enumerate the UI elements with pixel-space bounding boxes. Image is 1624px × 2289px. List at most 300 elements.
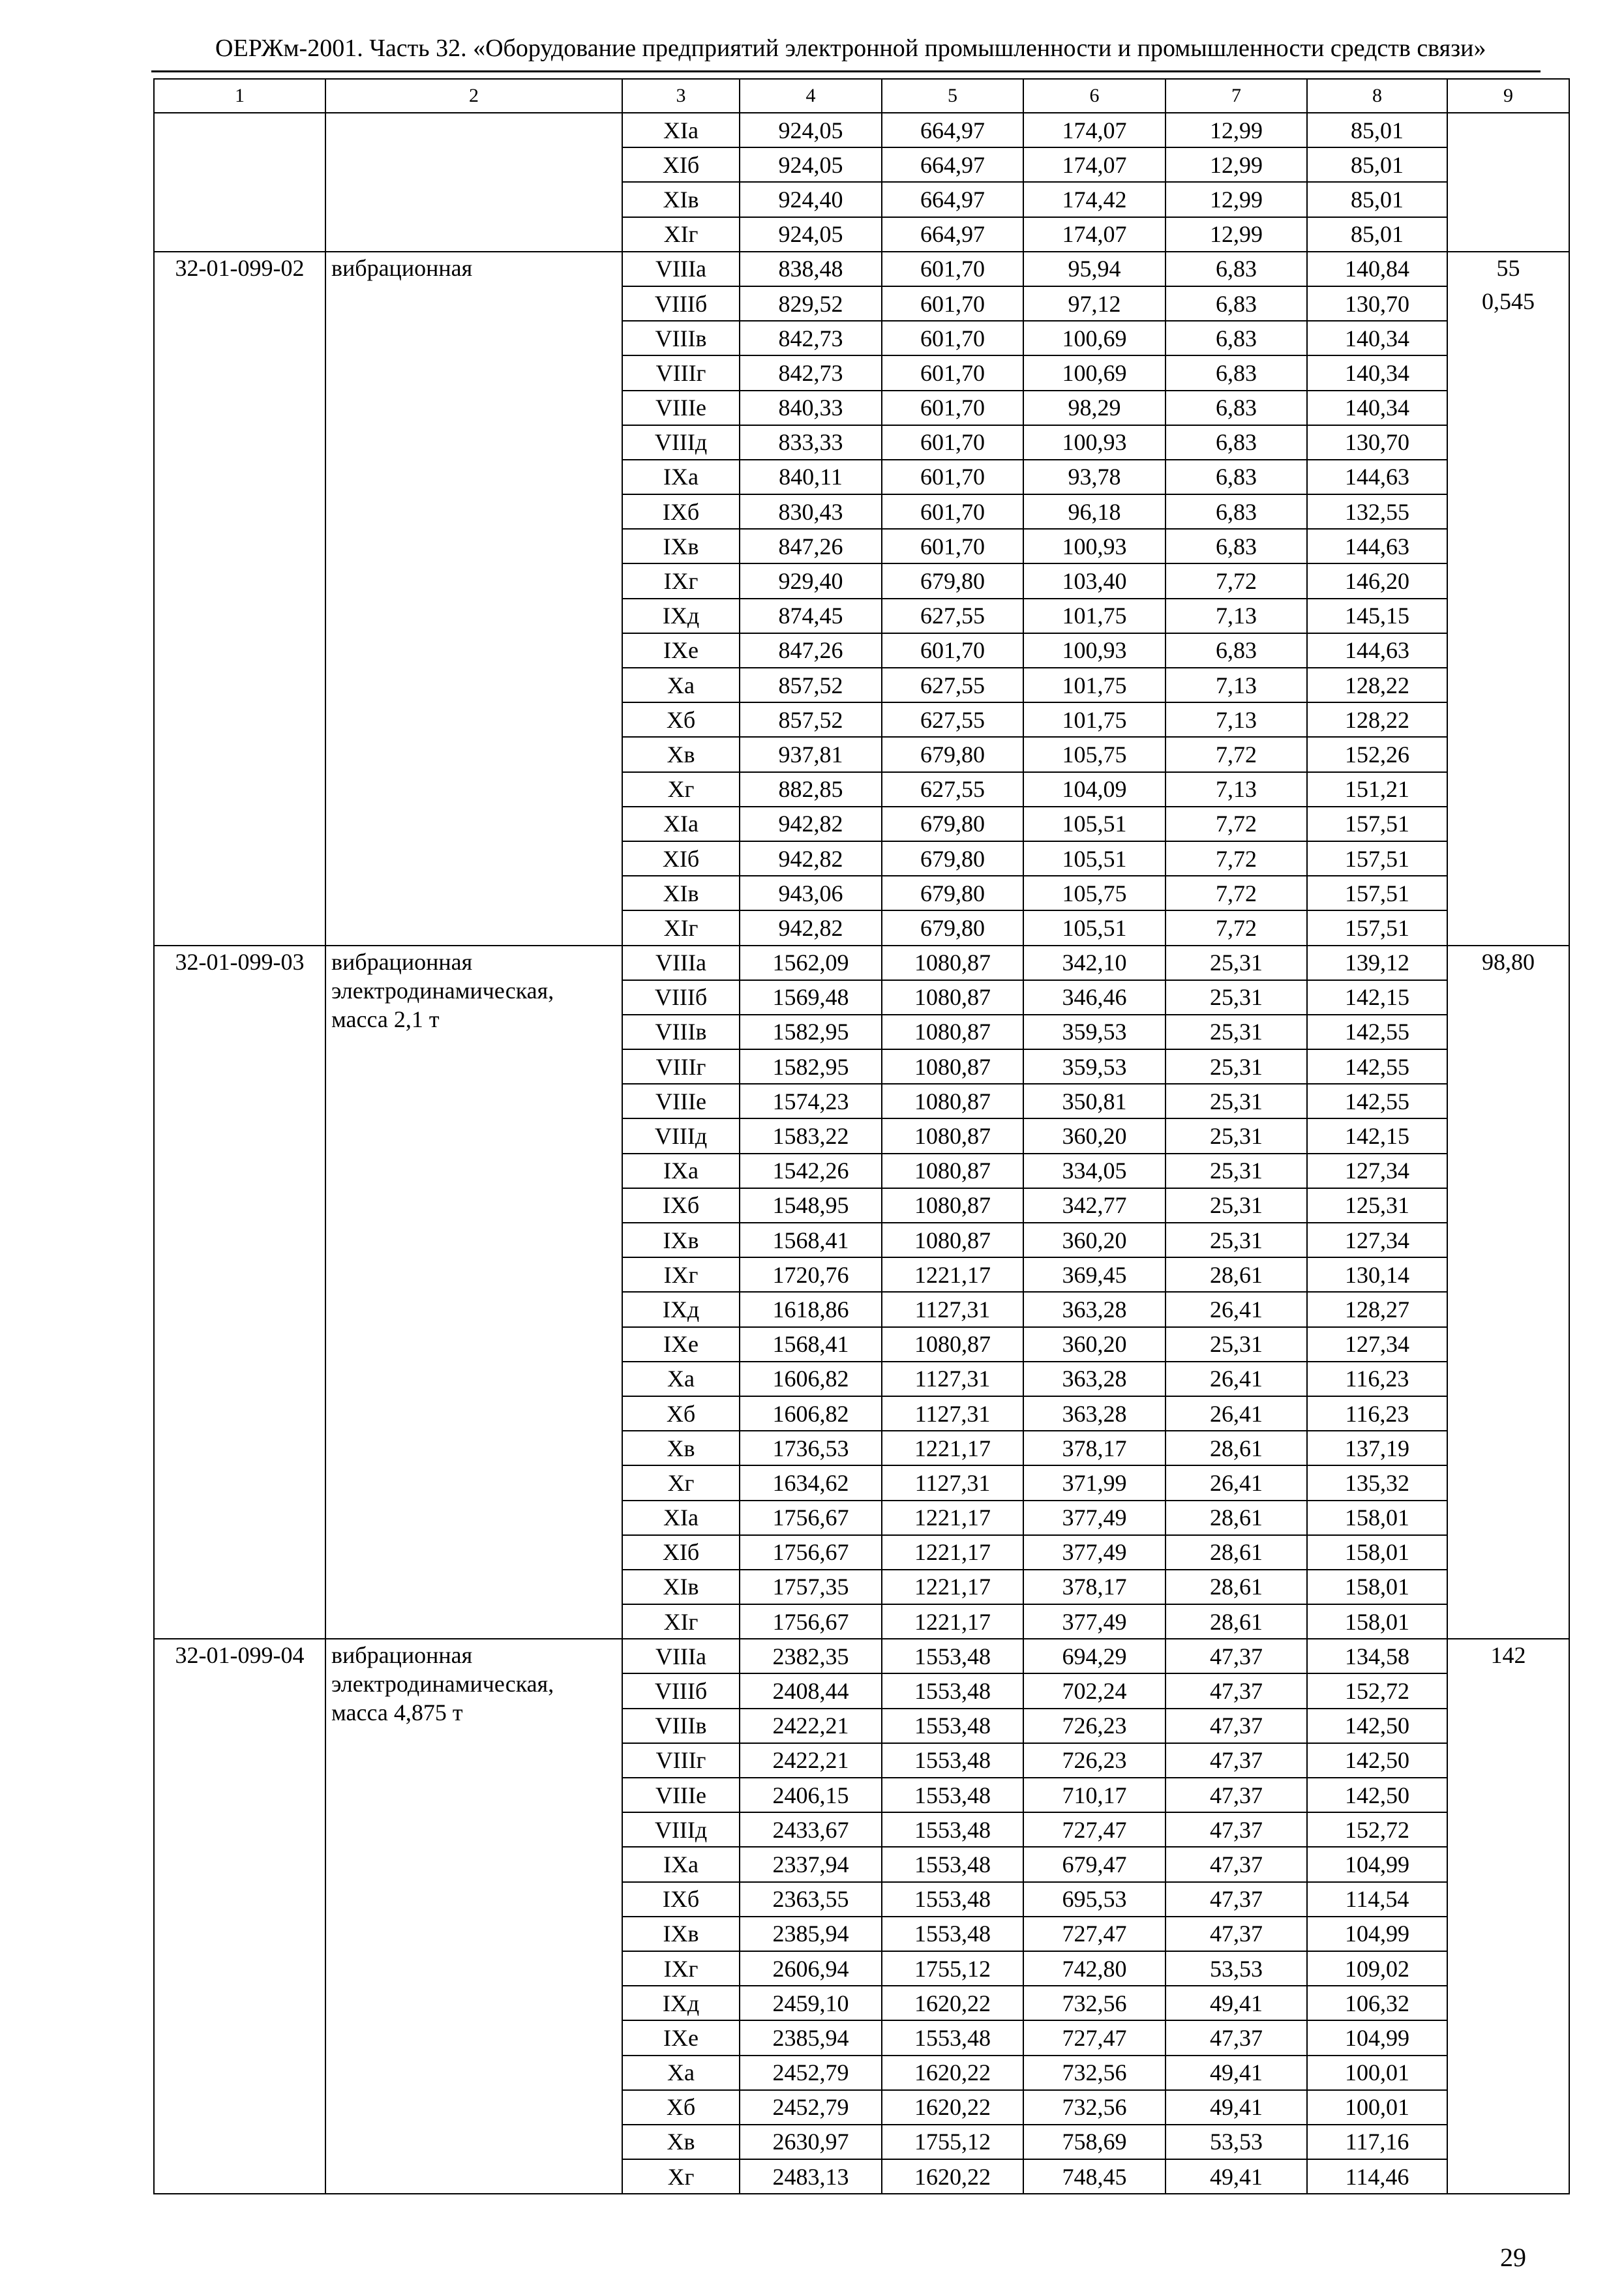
value-cell: 1553,48	[882, 1882, 1023, 1917]
value-cell: 758,69	[1023, 2125, 1165, 2159]
value-cell: 47,37	[1165, 1639, 1307, 1673]
category-cell: IXа	[622, 1154, 740, 1188]
value-cell: 95,94	[1023, 252, 1165, 286]
value-cell: 1553,48	[882, 2020, 1023, 2055]
column-9-value: 98,80	[1482, 948, 1535, 975]
value-cell: 857,52	[740, 668, 882, 702]
value-cell: 47,37	[1165, 1778, 1307, 1812]
category-cell: IXд	[622, 1986, 740, 2020]
rate-code-cell	[154, 113, 325, 252]
value-cell: 157,51	[1307, 876, 1447, 910]
value-cell: 104,99	[1307, 1917, 1447, 1951]
value-cell: 174,07	[1023, 147, 1165, 182]
equipment-name-cell: вибрационная	[325, 252, 622, 946]
value-cell: 157,51	[1307, 910, 1447, 945]
value-cell: 25,31	[1165, 1188, 1307, 1223]
value-cell: 363,28	[1023, 1362, 1165, 1396]
value-cell: 2483,13	[740, 2159, 882, 2194]
value-cell: 25,31	[1165, 980, 1307, 1015]
value-cell: 1634,62	[740, 1465, 882, 1500]
value-cell: 1620,22	[882, 2090, 1023, 2125]
value-cell: 842,73	[740, 355, 882, 390]
value-cell: 1755,12	[882, 1951, 1023, 1986]
value-cell: 130,70	[1307, 286, 1447, 321]
page-number: 29	[1500, 2243, 1526, 2272]
column-9-cell	[1447, 252, 1569, 946]
value-cell: 1553,48	[882, 1778, 1023, 1812]
value-cell: 371,99	[1023, 1465, 1165, 1500]
value-cell: 47,37	[1165, 1743, 1307, 1778]
value-cell: 601,70	[882, 286, 1023, 321]
column-header: 4	[740, 79, 882, 113]
value-cell: 152,72	[1307, 1812, 1447, 1847]
value-cell: 942,82	[740, 807, 882, 841]
value-cell: 359,53	[1023, 1015, 1165, 1049]
value-cell: 601,70	[882, 425, 1023, 460]
value-cell: 128,22	[1307, 702, 1447, 737]
column-header: 8	[1307, 79, 1447, 113]
value-cell: 874,45	[740, 599, 882, 633]
value-cell: 105,51	[1023, 841, 1165, 876]
column-header-row	[154, 79, 1569, 113]
value-cell: 12,99	[1165, 182, 1307, 217]
category-cell: XIг	[622, 1604, 740, 1639]
value-cell: 726,23	[1023, 1709, 1165, 1743]
column-header: 2	[325, 79, 622, 113]
value-cell: 142,50	[1307, 1709, 1447, 1743]
value-cell: 128,22	[1307, 668, 1447, 702]
value-cell: 838,48	[740, 252, 882, 286]
value-cell: 116,23	[1307, 1396, 1447, 1431]
value-cell: 7,13	[1165, 772, 1307, 807]
table-row	[154, 1639, 1569, 1673]
value-cell: 924,05	[740, 217, 882, 252]
value-cell: 114,46	[1307, 2159, 1447, 2194]
value-cell: 130,14	[1307, 1257, 1447, 1292]
value-cell: 664,97	[882, 182, 1023, 217]
value-cell: 25,31	[1165, 1049, 1307, 1084]
value-cell: 127,34	[1307, 1154, 1447, 1188]
value-cell: 127,34	[1307, 1223, 1447, 1257]
value-cell: 679,80	[882, 841, 1023, 876]
value-cell: 25,31	[1165, 946, 1307, 980]
column-9-cell	[1447, 113, 1569, 252]
rate-code-cell: 32-01-099-03	[154, 946, 325, 1639]
value-cell: 695,53	[1023, 1882, 1165, 1917]
value-cell: 25,31	[1165, 1015, 1307, 1049]
value-cell: 101,75	[1023, 599, 1165, 633]
category-cell: VIIIа	[622, 946, 740, 980]
value-cell: 833,33	[740, 425, 882, 460]
value-cell: 1553,48	[882, 1743, 1023, 1778]
value-cell: 49,41	[1165, 2056, 1307, 2090]
value-cell: 6,83	[1165, 494, 1307, 529]
value-cell: 28,61	[1165, 1257, 1307, 1292]
value-cell: 140,34	[1307, 321, 1447, 355]
value-cell: 924,05	[740, 113, 882, 147]
value-cell: 1756,67	[740, 1501, 882, 1535]
value-cell: 140,84	[1307, 252, 1447, 286]
value-cell: 100,69	[1023, 321, 1165, 355]
value-cell: 12,99	[1165, 147, 1307, 182]
category-cell: VIIIб	[622, 286, 740, 321]
value-cell: 7,72	[1165, 807, 1307, 841]
value-cell: 1221,17	[882, 1501, 1023, 1535]
category-cell: VIIIе	[622, 1084, 740, 1118]
value-cell: 664,97	[882, 217, 1023, 252]
value-cell: 134,58	[1307, 1639, 1447, 1673]
column-header: 6	[1023, 79, 1165, 113]
value-cell: 142,15	[1307, 980, 1447, 1015]
value-cell: 2422,21	[740, 1709, 882, 1743]
table-body	[154, 79, 1569, 2194]
category-cell: VIIIа	[622, 1639, 740, 1673]
value-cell: 1606,82	[740, 1362, 882, 1396]
value-cell: 929,40	[740, 563, 882, 598]
column-header: 3	[622, 79, 740, 113]
value-cell: 139,12	[1307, 946, 1447, 980]
value-cell: 1553,48	[882, 1847, 1023, 1881]
category-cell: IXа	[622, 1847, 740, 1881]
value-cell: 116,23	[1307, 1362, 1447, 1396]
value-cell: 140,34	[1307, 391, 1447, 425]
category-cell: VIIIб	[622, 1673, 740, 1708]
column-9-value: 55	[1496, 254, 1520, 281]
value-cell: 47,37	[1165, 1917, 1307, 1951]
value-cell: 47,37	[1165, 1812, 1307, 1847]
value-cell: 377,49	[1023, 1501, 1165, 1535]
category-cell: VIIIд	[622, 425, 740, 460]
value-cell: 7,13	[1165, 668, 1307, 702]
value-cell: 937,81	[740, 737, 882, 771]
value-cell: 105,51	[1023, 910, 1165, 945]
value-cell: 100,93	[1023, 529, 1165, 563]
value-cell: 130,70	[1307, 425, 1447, 460]
value-cell: 6,83	[1165, 391, 1307, 425]
value-cell: 142,55	[1307, 1015, 1447, 1049]
category-cell: XIа	[622, 807, 740, 841]
value-cell: 105,51	[1023, 807, 1165, 841]
value-cell: 100,01	[1307, 2090, 1447, 2125]
value-cell: 943,06	[740, 876, 882, 910]
value-cell: 727,47	[1023, 2020, 1165, 2055]
value-cell: 114,54	[1307, 1882, 1447, 1917]
value-cell: 6,83	[1165, 355, 1307, 390]
value-cell: 6,83	[1165, 321, 1307, 355]
value-cell: 47,37	[1165, 1882, 1307, 1917]
value-cell: 1080,87	[882, 1049, 1023, 1084]
value-cell: 2363,55	[740, 1882, 882, 1917]
category-cell: VIIIг	[622, 1049, 740, 1084]
category-cell: Xв	[622, 1431, 740, 1465]
value-cell: 2406,15	[740, 1778, 882, 1812]
value-cell: 664,97	[882, 113, 1023, 147]
value-cell: 93,78	[1023, 460, 1165, 494]
value-cell: 152,26	[1307, 737, 1447, 771]
value-cell: 174,07	[1023, 113, 1165, 147]
value-cell: 1756,67	[740, 1604, 882, 1639]
table-row	[154, 252, 1569, 286]
value-cell: 25,31	[1165, 1327, 1307, 1362]
value-cell: 334,05	[1023, 1154, 1165, 1188]
category-cell: IXг	[622, 563, 740, 598]
value-cell: 1553,48	[882, 1812, 1023, 1847]
value-cell: 732,56	[1023, 2056, 1165, 2090]
value-cell: 47,37	[1165, 1847, 1307, 1881]
value-cell: 742,80	[1023, 1951, 1165, 1986]
value-cell: 127,34	[1307, 1327, 1447, 1362]
rate-code-cell: 32-01-099-04	[154, 1639, 325, 2194]
value-cell: 829,52	[740, 286, 882, 321]
value-cell: 840,11	[740, 460, 882, 494]
value-cell: 1736,53	[740, 1431, 882, 1465]
value-cell: 2422,21	[740, 1743, 882, 1778]
table-row	[154, 946, 1569, 980]
value-cell: 2606,94	[740, 1951, 882, 1986]
value-cell: 363,28	[1023, 1396, 1165, 1431]
value-cell: 142,50	[1307, 1743, 1447, 1778]
value-cell: 679,80	[882, 876, 1023, 910]
value-cell: 12,99	[1165, 217, 1307, 252]
value-cell: 7,72	[1165, 841, 1307, 876]
value-cell: 847,26	[740, 633, 882, 668]
value-cell: 146,20	[1307, 563, 1447, 598]
value-cell: 2337,94	[740, 1847, 882, 1881]
value-cell: 7,72	[1165, 737, 1307, 771]
value-cell: 2433,67	[740, 1812, 882, 1847]
value-cell: 6,83	[1165, 460, 1307, 494]
value-cell: 727,47	[1023, 1917, 1165, 1951]
value-cell: 7,72	[1165, 563, 1307, 598]
value-cell: 2408,44	[740, 1673, 882, 1708]
value-cell: 144,63	[1307, 529, 1447, 563]
category-cell: Xб	[622, 1396, 740, 1431]
value-cell: 105,75	[1023, 876, 1165, 910]
value-cell: 49,41	[1165, 1986, 1307, 2020]
value-cell: 1720,76	[740, 1257, 882, 1292]
value-cell: 117,16	[1307, 2125, 1447, 2159]
value-cell: 142,50	[1307, 1778, 1447, 1812]
value-cell: 100,01	[1307, 2056, 1447, 2090]
rates-table	[153, 78, 1570, 2194]
value-cell: 1127,31	[882, 1292, 1023, 1326]
value-cell: 158,01	[1307, 1570, 1447, 1604]
category-cell: Xб	[622, 702, 740, 737]
value-cell: 128,27	[1307, 1292, 1447, 1326]
page-header-title: ОЕРЖм-2001. Часть 32. «Оборудование предприятий электронной промышленности и промышленности средств связи»	[215, 35, 1486, 62]
value-cell: 104,09	[1023, 772, 1165, 807]
value-cell: 664,97	[882, 147, 1023, 182]
category-cell: Xа	[622, 2056, 740, 2090]
column-header: 1	[154, 79, 325, 113]
value-cell: 1582,95	[740, 1015, 882, 1049]
value-cell: 1080,87	[882, 1223, 1023, 1257]
value-cell: 1574,23	[740, 1084, 882, 1118]
value-cell: 942,82	[740, 910, 882, 945]
value-cell: 144,63	[1307, 633, 1447, 668]
value-cell: 1568,41	[740, 1327, 882, 1362]
value-cell: 158,01	[1307, 1535, 1447, 1570]
value-cell: 26,41	[1165, 1362, 1307, 1396]
value-cell: 106,32	[1307, 1986, 1447, 2020]
column-header: 7	[1165, 79, 1307, 113]
value-cell: 132,55	[1307, 494, 1447, 529]
value-cell: 137,19	[1307, 1431, 1447, 1465]
value-cell: 142,55	[1307, 1049, 1447, 1084]
value-cell: 1127,31	[882, 1396, 1023, 1431]
category-cell: XIг	[622, 217, 740, 252]
value-cell: 100,93	[1023, 425, 1165, 460]
category-cell: XIв	[622, 1570, 740, 1604]
value-cell: 1080,87	[882, 1327, 1023, 1362]
column-9-value: 142	[1490, 1642, 1526, 1669]
value-cell: 1582,95	[740, 1049, 882, 1084]
value-cell: 601,70	[882, 494, 1023, 529]
value-cell: 601,70	[882, 252, 1023, 286]
value-cell: 359,53	[1023, 1049, 1165, 1084]
value-cell: 1221,17	[882, 1570, 1023, 1604]
value-cell: 7,13	[1165, 599, 1307, 633]
category-cell: IXб	[622, 1188, 740, 1223]
value-cell: 1080,87	[882, 1118, 1023, 1153]
value-cell: 1583,22	[740, 1118, 882, 1153]
category-cell: XIб	[622, 841, 740, 876]
value-cell: 174,42	[1023, 182, 1165, 217]
value-cell: 100,93	[1023, 633, 1165, 668]
value-cell: 47,37	[1165, 1673, 1307, 1708]
value-cell: 627,55	[882, 772, 1023, 807]
value-cell: 1620,22	[882, 1986, 1023, 2020]
category-cell: XIа	[622, 113, 740, 147]
value-cell: 2385,94	[740, 2020, 882, 2055]
value-cell: 710,17	[1023, 1778, 1165, 1812]
value-cell: 28,61	[1165, 1535, 1307, 1570]
column-9-cell	[1447, 1639, 1569, 2194]
category-cell: VIIIг	[622, 355, 740, 390]
category-cell: Xг	[622, 772, 740, 807]
value-cell: 830,43	[740, 494, 882, 529]
category-cell: VIIIв	[622, 1015, 740, 1049]
value-cell: 103,40	[1023, 563, 1165, 598]
value-cell: 702,24	[1023, 1673, 1165, 1708]
value-cell: 1221,17	[882, 1431, 1023, 1465]
value-cell: 6,83	[1165, 286, 1307, 321]
category-cell: Xв	[622, 2125, 740, 2159]
value-cell: 627,55	[882, 599, 1023, 633]
category-cell: VIIIа	[622, 252, 740, 286]
value-cell: 53,53	[1165, 2125, 1307, 2159]
value-cell: 1221,17	[882, 1604, 1023, 1639]
value-cell: 1127,31	[882, 1362, 1023, 1396]
value-cell: 25,31	[1165, 1154, 1307, 1188]
value-cell: 601,70	[882, 633, 1023, 668]
value-cell: 28,61	[1165, 1604, 1307, 1639]
value-cell: 85,01	[1307, 217, 1447, 252]
category-cell: XIб	[622, 147, 740, 182]
value-cell: 25,31	[1165, 1084, 1307, 1118]
value-cell: 679,80	[882, 563, 1023, 598]
category-cell: Xа	[622, 668, 740, 702]
value-cell: 157,51	[1307, 841, 1447, 876]
value-cell: 679,80	[882, 807, 1023, 841]
value-cell: 7,72	[1165, 910, 1307, 945]
value-cell: 2452,79	[740, 2090, 882, 2125]
category-cell: Xб	[622, 2090, 740, 2125]
value-cell: 158,01	[1307, 1604, 1447, 1639]
value-cell: 85,01	[1307, 113, 1447, 147]
value-cell: 601,70	[882, 391, 1023, 425]
category-cell: IXб	[622, 494, 740, 529]
equipment-name-cell: вибрационная электродинамическая, масса 2,1 т	[325, 946, 622, 1639]
value-cell: 1080,87	[882, 946, 1023, 980]
value-cell: 7,72	[1165, 876, 1307, 910]
header-divider	[151, 70, 1541, 72]
category-cell: VIIIб	[622, 980, 740, 1015]
value-cell: 49,41	[1165, 2090, 1307, 2125]
value-cell: 942,82	[740, 841, 882, 876]
value-cell: 157,51	[1307, 807, 1447, 841]
value-cell: 732,56	[1023, 2090, 1165, 2125]
rate-code-cell: 32-01-099-02	[154, 252, 325, 946]
value-cell: 346,46	[1023, 980, 1165, 1015]
value-cell: 360,20	[1023, 1118, 1165, 1153]
value-cell: 2385,94	[740, 1917, 882, 1951]
value-cell: 1080,87	[882, 1015, 1023, 1049]
value-cell: 601,70	[882, 529, 1023, 563]
category-cell: VIIIв	[622, 321, 740, 355]
value-cell: 1221,17	[882, 1257, 1023, 1292]
value-cell: 924,40	[740, 182, 882, 217]
category-cell: VIIIг	[622, 1743, 740, 1778]
category-cell: VIIIв	[622, 1709, 740, 1743]
value-cell: 1080,87	[882, 980, 1023, 1015]
value-cell: 342,77	[1023, 1188, 1165, 1223]
value-cell: 840,33	[740, 391, 882, 425]
value-cell: 748,45	[1023, 2159, 1165, 2194]
category-cell: IXб	[622, 1882, 740, 1917]
value-cell: 1756,67	[740, 1535, 882, 1570]
value-cell: 142,55	[1307, 1084, 1447, 1118]
value-cell: 1080,87	[882, 1154, 1023, 1188]
value-cell: 12,99	[1165, 113, 1307, 147]
value-cell: 1569,48	[740, 980, 882, 1015]
value-cell: 1606,82	[740, 1396, 882, 1431]
value-cell: 726,23	[1023, 1743, 1165, 1778]
value-cell: 125,31	[1307, 1188, 1447, 1223]
value-cell: 26,41	[1165, 1396, 1307, 1431]
value-cell: 101,75	[1023, 702, 1165, 737]
value-cell: 2382,35	[740, 1639, 882, 1673]
value-cell: 25,31	[1165, 1223, 1307, 1257]
category-cell: IXе	[622, 633, 740, 668]
value-cell: 2452,79	[740, 2056, 882, 2090]
category-cell: Xг	[622, 2159, 740, 2194]
value-cell: 1080,87	[882, 1084, 1023, 1118]
value-cell: 1542,26	[740, 1154, 882, 1188]
category-cell: VIIIе	[622, 391, 740, 425]
value-cell: 627,55	[882, 668, 1023, 702]
category-cell: XIа	[622, 1501, 740, 1535]
value-cell: 727,47	[1023, 1812, 1165, 1847]
category-cell: VIIIе	[622, 1778, 740, 1812]
category-cell: IXе	[622, 1327, 740, 1362]
column-header: 5	[882, 79, 1023, 113]
value-cell: 109,02	[1307, 1951, 1447, 1986]
value-cell: 174,07	[1023, 217, 1165, 252]
value-cell: 6,83	[1165, 633, 1307, 668]
value-cell: 732,56	[1023, 1986, 1165, 2020]
value-cell: 1553,48	[882, 1917, 1023, 1951]
